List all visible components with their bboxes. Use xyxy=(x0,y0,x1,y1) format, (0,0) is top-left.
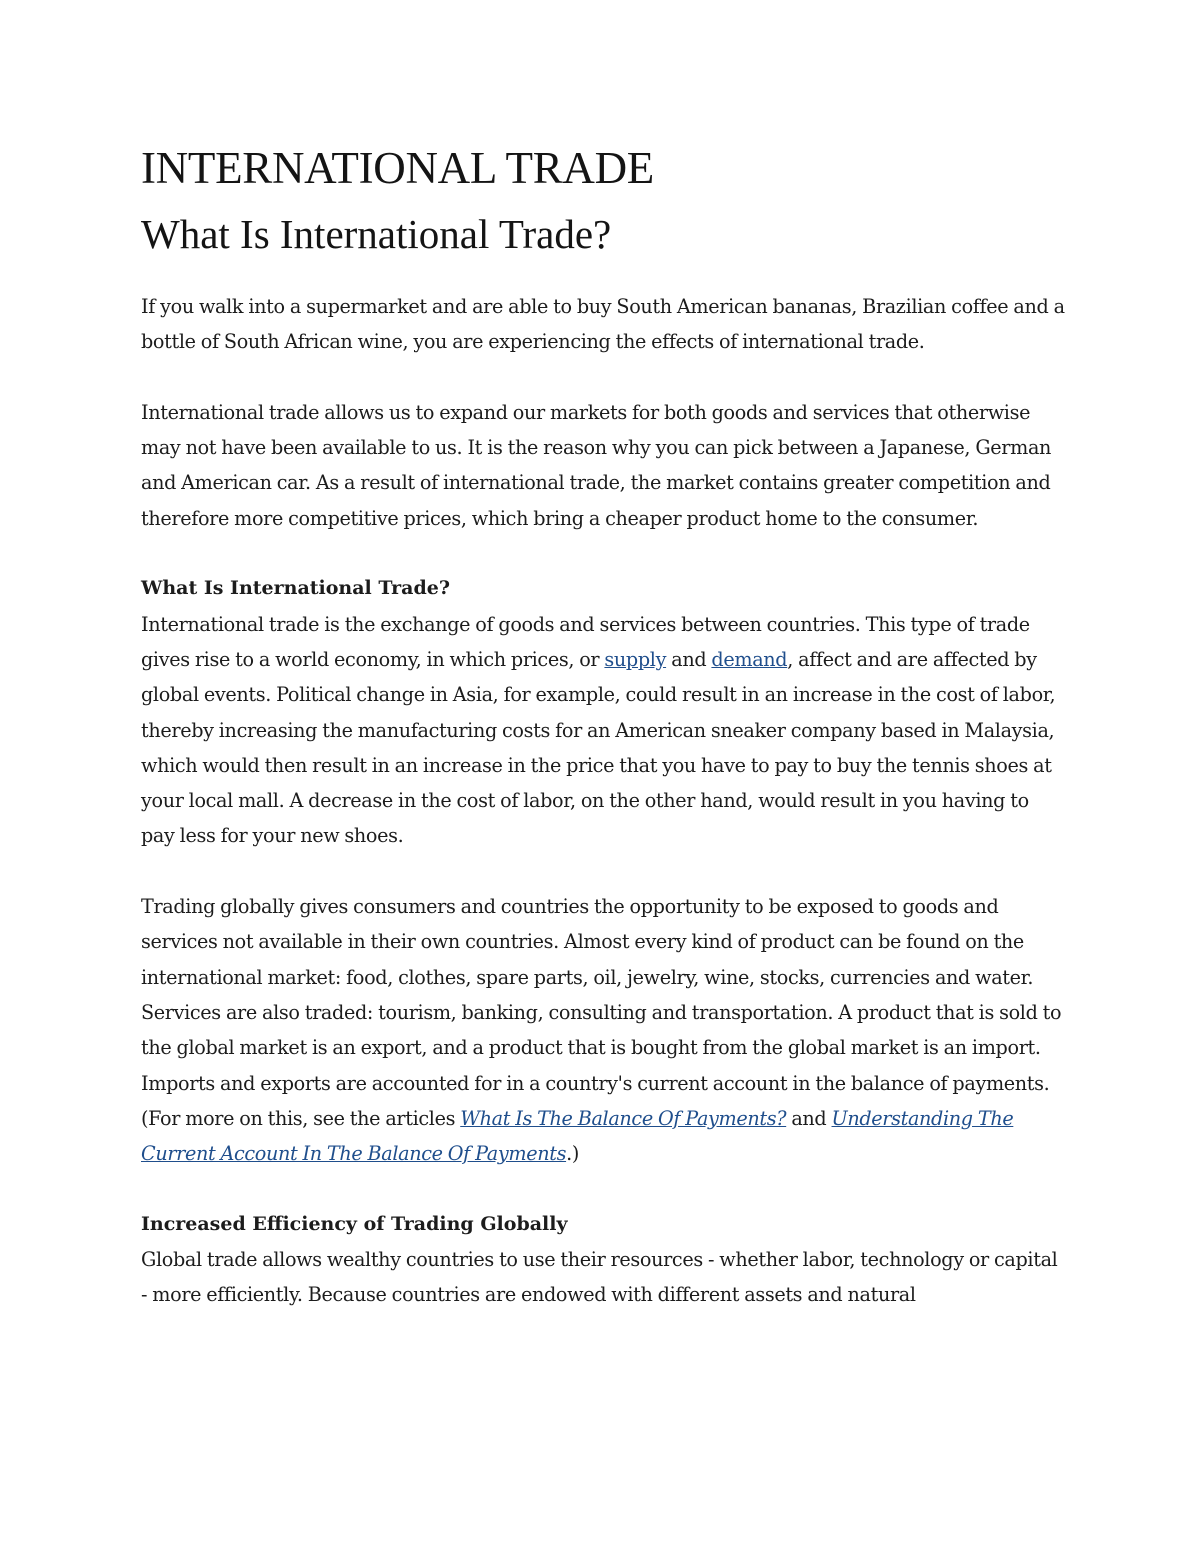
text-segment: , affect and are affected by global events. Political change in Asia, for example, could result in an increase in the cost of labor, thereby increasing the manufacturing costs for an American sneaker company based in Malaysia, which would then result in an increase in the price that you have to pay to buy the tennis shoes at your local mall. A decrease in the cost of labor, on the other hand, would result in you having to pay less for your new shoes. xyxy=(141,647,1056,848)
document-page xyxy=(141,138,1066,1313)
document-subtitle: What Is International Trade? xyxy=(141,211,612,257)
section-1-paragraph-1 xyxy=(141,607,1066,854)
supply-link[interactable]: supply xyxy=(604,647,667,671)
text-segment: Trading globally gives consumers and countries the opportunity to be exposed to goods and services not available in their own countries. Almost every kind of product can be found on the international market: food, clothes, spare parts, oil, jewelry, wine, stocks, currencies and water. Services are also traded: tourism, banking, consulting and transportation. A product that is sold to the global market is an export, and a product that is bought from the global market is an import. Imports and exports are accounted for in a country's current account in the balance of payments. (For more on this, see the articles xyxy=(141,895,1062,1130)
section-heading-efficiency: Increased Efficiency of Trading Globally xyxy=(141,1212,568,1235)
text-segment: and xyxy=(786,1106,832,1130)
section-2-paragraph-1: Global trade allows wealthy countries to use their resources - whether labor, technology or capital - more efficiently. Because countries are endowed with different assets and natural xyxy=(141,1248,1058,1307)
text-segment: .) xyxy=(566,1142,579,1166)
text-segment: International trade is the exchange of goods and services between countries. This type of trade gives rise to a world economy, in which prices, or xyxy=(141,612,1030,671)
current-account-link[interactable]: Understanding The Current Account In The Balance Of Payments xyxy=(141,1106,1014,1166)
demand-link[interactable]: demand xyxy=(711,647,788,671)
intro-paragraph-1: If you walk into a supermarket and are able to buy South American bananas, Brazilian coffee and a bottle of South African wine, you are experiencing the effects of international trade. xyxy=(141,295,1065,354)
section-heading-what-is: What Is International Trade? xyxy=(141,577,450,600)
intro-paragraph-2: International trade allows us to expand our markets for both goods and services that otherwise may not have been available to us. It is the reason why you can pick between a Japanese, German and American car. As a result of international trade, the market contains greater competition and therefore more competitive prices, which bring a cheaper product home to the consumer. xyxy=(141,400,1052,530)
balance-of-payments-link[interactable]: What Is The Balance Of Payments? xyxy=(460,1106,787,1130)
section-1-paragraph-2 xyxy=(141,889,1066,1171)
document-title: INTERNATIONAL TRADE xyxy=(141,143,654,193)
text-segment: and xyxy=(666,647,712,671)
